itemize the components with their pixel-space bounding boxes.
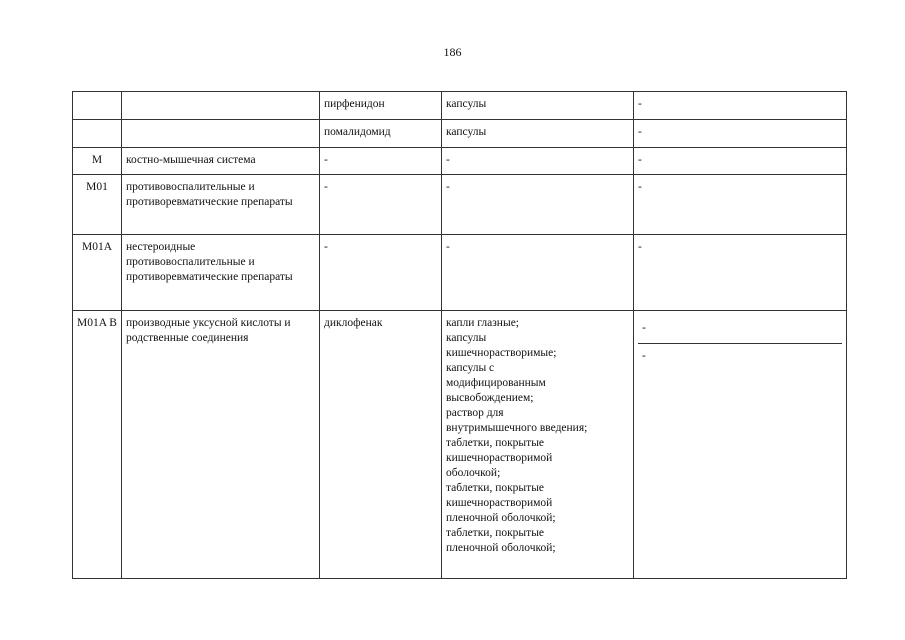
note-line: -: [638, 316, 842, 344]
dosage-form-line: таблетки, покрытые: [446, 482, 545, 494]
page-number: 186: [443, 45, 462, 59]
dosage-form-cell: -: [442, 148, 634, 175]
note-cell: -: [634, 92, 847, 120]
dosage-form-line: раствор для: [446, 407, 504, 419]
note-cell: -: [634, 235, 847, 311]
note-cell: -: [634, 148, 847, 175]
note-cell: [634, 311, 847, 579]
dosage-form-cell: [442, 311, 634, 579]
group-name-cell: костно-мышечная система: [122, 148, 320, 175]
table-row: [73, 120, 847, 148]
dosage-form-cell: капсулы: [442, 92, 634, 120]
table-row: [73, 175, 847, 235]
dosage-form-line: оболочкой;: [446, 467, 501, 479]
dosage-form-line: кишечнорастворимые;: [446, 347, 557, 359]
dosage-form-line: пленочной оболочкой;: [446, 542, 556, 554]
table-row: [73, 311, 847, 579]
drug-name-cell: -: [320, 235, 442, 311]
group-name-cell: [122, 92, 320, 120]
dosage-form-line: капли глазные;: [446, 317, 519, 329]
dosage-form-cell: капсулы: [442, 120, 634, 148]
atc-code-cell: M01A B: [73, 311, 122, 579]
dosage-form-line: кишечнорастворимой: [446, 497, 553, 509]
table-row: [73, 148, 847, 175]
dosage-form-line: внутримышечного введения;: [446, 422, 588, 434]
drug-name-cell: пирфенидон: [320, 92, 442, 120]
table-row: [73, 92, 847, 120]
atc-code-cell: [73, 120, 122, 148]
dosage-form-line: капсулы с: [446, 362, 495, 374]
dosage-form-line: таблетки, покрытые: [446, 527, 545, 539]
group-name-cell: противовоспалительные и противоревматические препараты: [122, 175, 320, 235]
group-name-cell: нестероидные противовоспалительные и противоревматические препараты: [122, 235, 320, 311]
drug-name-cell: -: [320, 148, 442, 175]
dosage-form-line: капсулы: [446, 332, 487, 344]
atc-code-cell: M01: [73, 175, 122, 235]
table-row: [73, 235, 847, 311]
dosage-form-line: высвобождением;: [446, 392, 534, 404]
dosage-form-line: таблетки, покрытые: [446, 437, 545, 449]
atc-code-cell: [73, 92, 122, 120]
atc-code-cell: M01A: [73, 235, 122, 311]
dosage-form-line: пленочной оболочкой;: [446, 512, 556, 524]
note-cell: -: [634, 175, 847, 235]
dosage-form-line: кишечнорастворимой: [446, 452, 553, 464]
note-subtable: [638, 316, 842, 367]
atc-code-cell: M: [73, 148, 122, 175]
dosage-form-line: модифицированным: [446, 377, 546, 389]
note-cell: -: [634, 120, 847, 148]
note-line: -: [642, 350, 646, 362]
dosage-form-cell: -: [442, 175, 634, 235]
dosage-form-cell: -: [442, 235, 634, 311]
group-name-cell: производные уксусной кислоты и родственные соединения: [122, 311, 320, 579]
drug-name-cell: помалидомид: [320, 120, 442, 148]
drug-classification-table: [72, 91, 847, 579]
drug-name-cell: диклофенак: [320, 311, 442, 579]
group-name-cell: [122, 120, 320, 148]
drug-name-cell: -: [320, 175, 442, 235]
